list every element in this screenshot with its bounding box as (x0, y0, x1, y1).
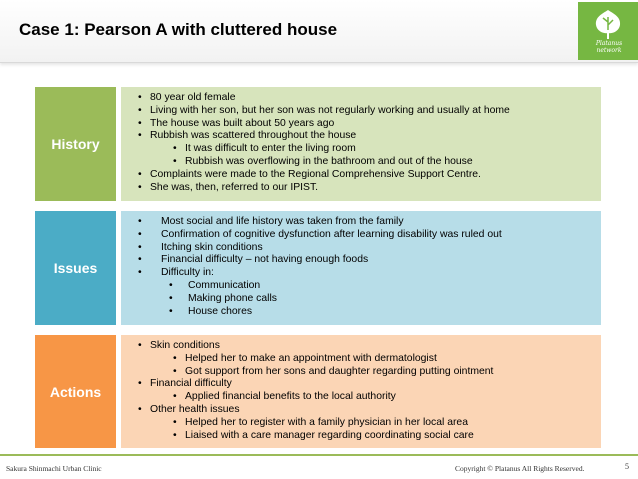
footer-divider (0, 454, 638, 456)
list-item: • Skin conditions (138, 340, 220, 351)
list-subitem: • Got support from her sons and daughter regarding putting ointment (173, 365, 494, 377)
list-item: • The house was built about 50 years ago (138, 117, 335, 129)
list-item: • She was, then, referred to our IPIST. (138, 181, 319, 193)
list-subitem: • Liaised with a care manager regarding coordinating social care (173, 429, 474, 441)
list-item: • Confirmation of cognitive dysfunction after learning disability was ruled out (138, 228, 502, 240)
list-item: • Complaints were made to the Regional Comprehensive Support Centre. (138, 168, 481, 180)
list-item: • Difficulty in: (138, 267, 214, 279)
list-subitem: • Helped her to register with a family physician in her local area (173, 416, 468, 428)
list-item: • Other health issues (138, 403, 240, 415)
list-item: • Financial difficulty – not having enough foods (138, 254, 369, 266)
list-subitem: • Applied financial benefits to the local authority (173, 391, 396, 403)
list-item: • Most social and life history was taken from the family (138, 216, 404, 227)
list-item: • 80 year old female (138, 92, 236, 103)
page-number: 5 (625, 462, 629, 471)
list-subitem: • Making phone calls (169, 292, 277, 304)
actions-content (121, 335, 601, 448)
list-subitem: • House chores (169, 305, 253, 317)
footer-clinic: Sakura Shinmachi Urban Clinic (6, 464, 102, 473)
list-item: • Itching skin conditions (138, 241, 263, 253)
footer-copyright: Copyright © Platanus All Rights Reserved. (455, 464, 585, 473)
platanus-logo (578, 2, 638, 60)
history-label: History (35, 87, 116, 201)
issues-label: Issues (35, 211, 116, 325)
tree-leaf-icon (592, 8, 624, 40)
list-item: • Living with her son, but her son was not regularly working and usually at home (138, 104, 510, 116)
list-subitem: • Communication (169, 279, 261, 291)
list-item: • Rubbish was scattered throughout the house (138, 130, 357, 142)
history-content (121, 87, 601, 201)
list-subitem: • Rubbish was overflowing in the bathroom and out of the house (173, 155, 473, 167)
logo-text: Platanus network (595, 40, 623, 54)
list-subitem: • It was difficult to enter the living room (173, 143, 356, 155)
list-item: • Financial difficulty (138, 378, 232, 390)
list-subitem: • Helped her to make an appointment with dermatologist (173, 352, 437, 364)
issues-content (121, 211, 601, 325)
actions-label: Actions (35, 335, 116, 448)
slide-title: Case 1: Pearson A with cluttered house (19, 20, 338, 39)
